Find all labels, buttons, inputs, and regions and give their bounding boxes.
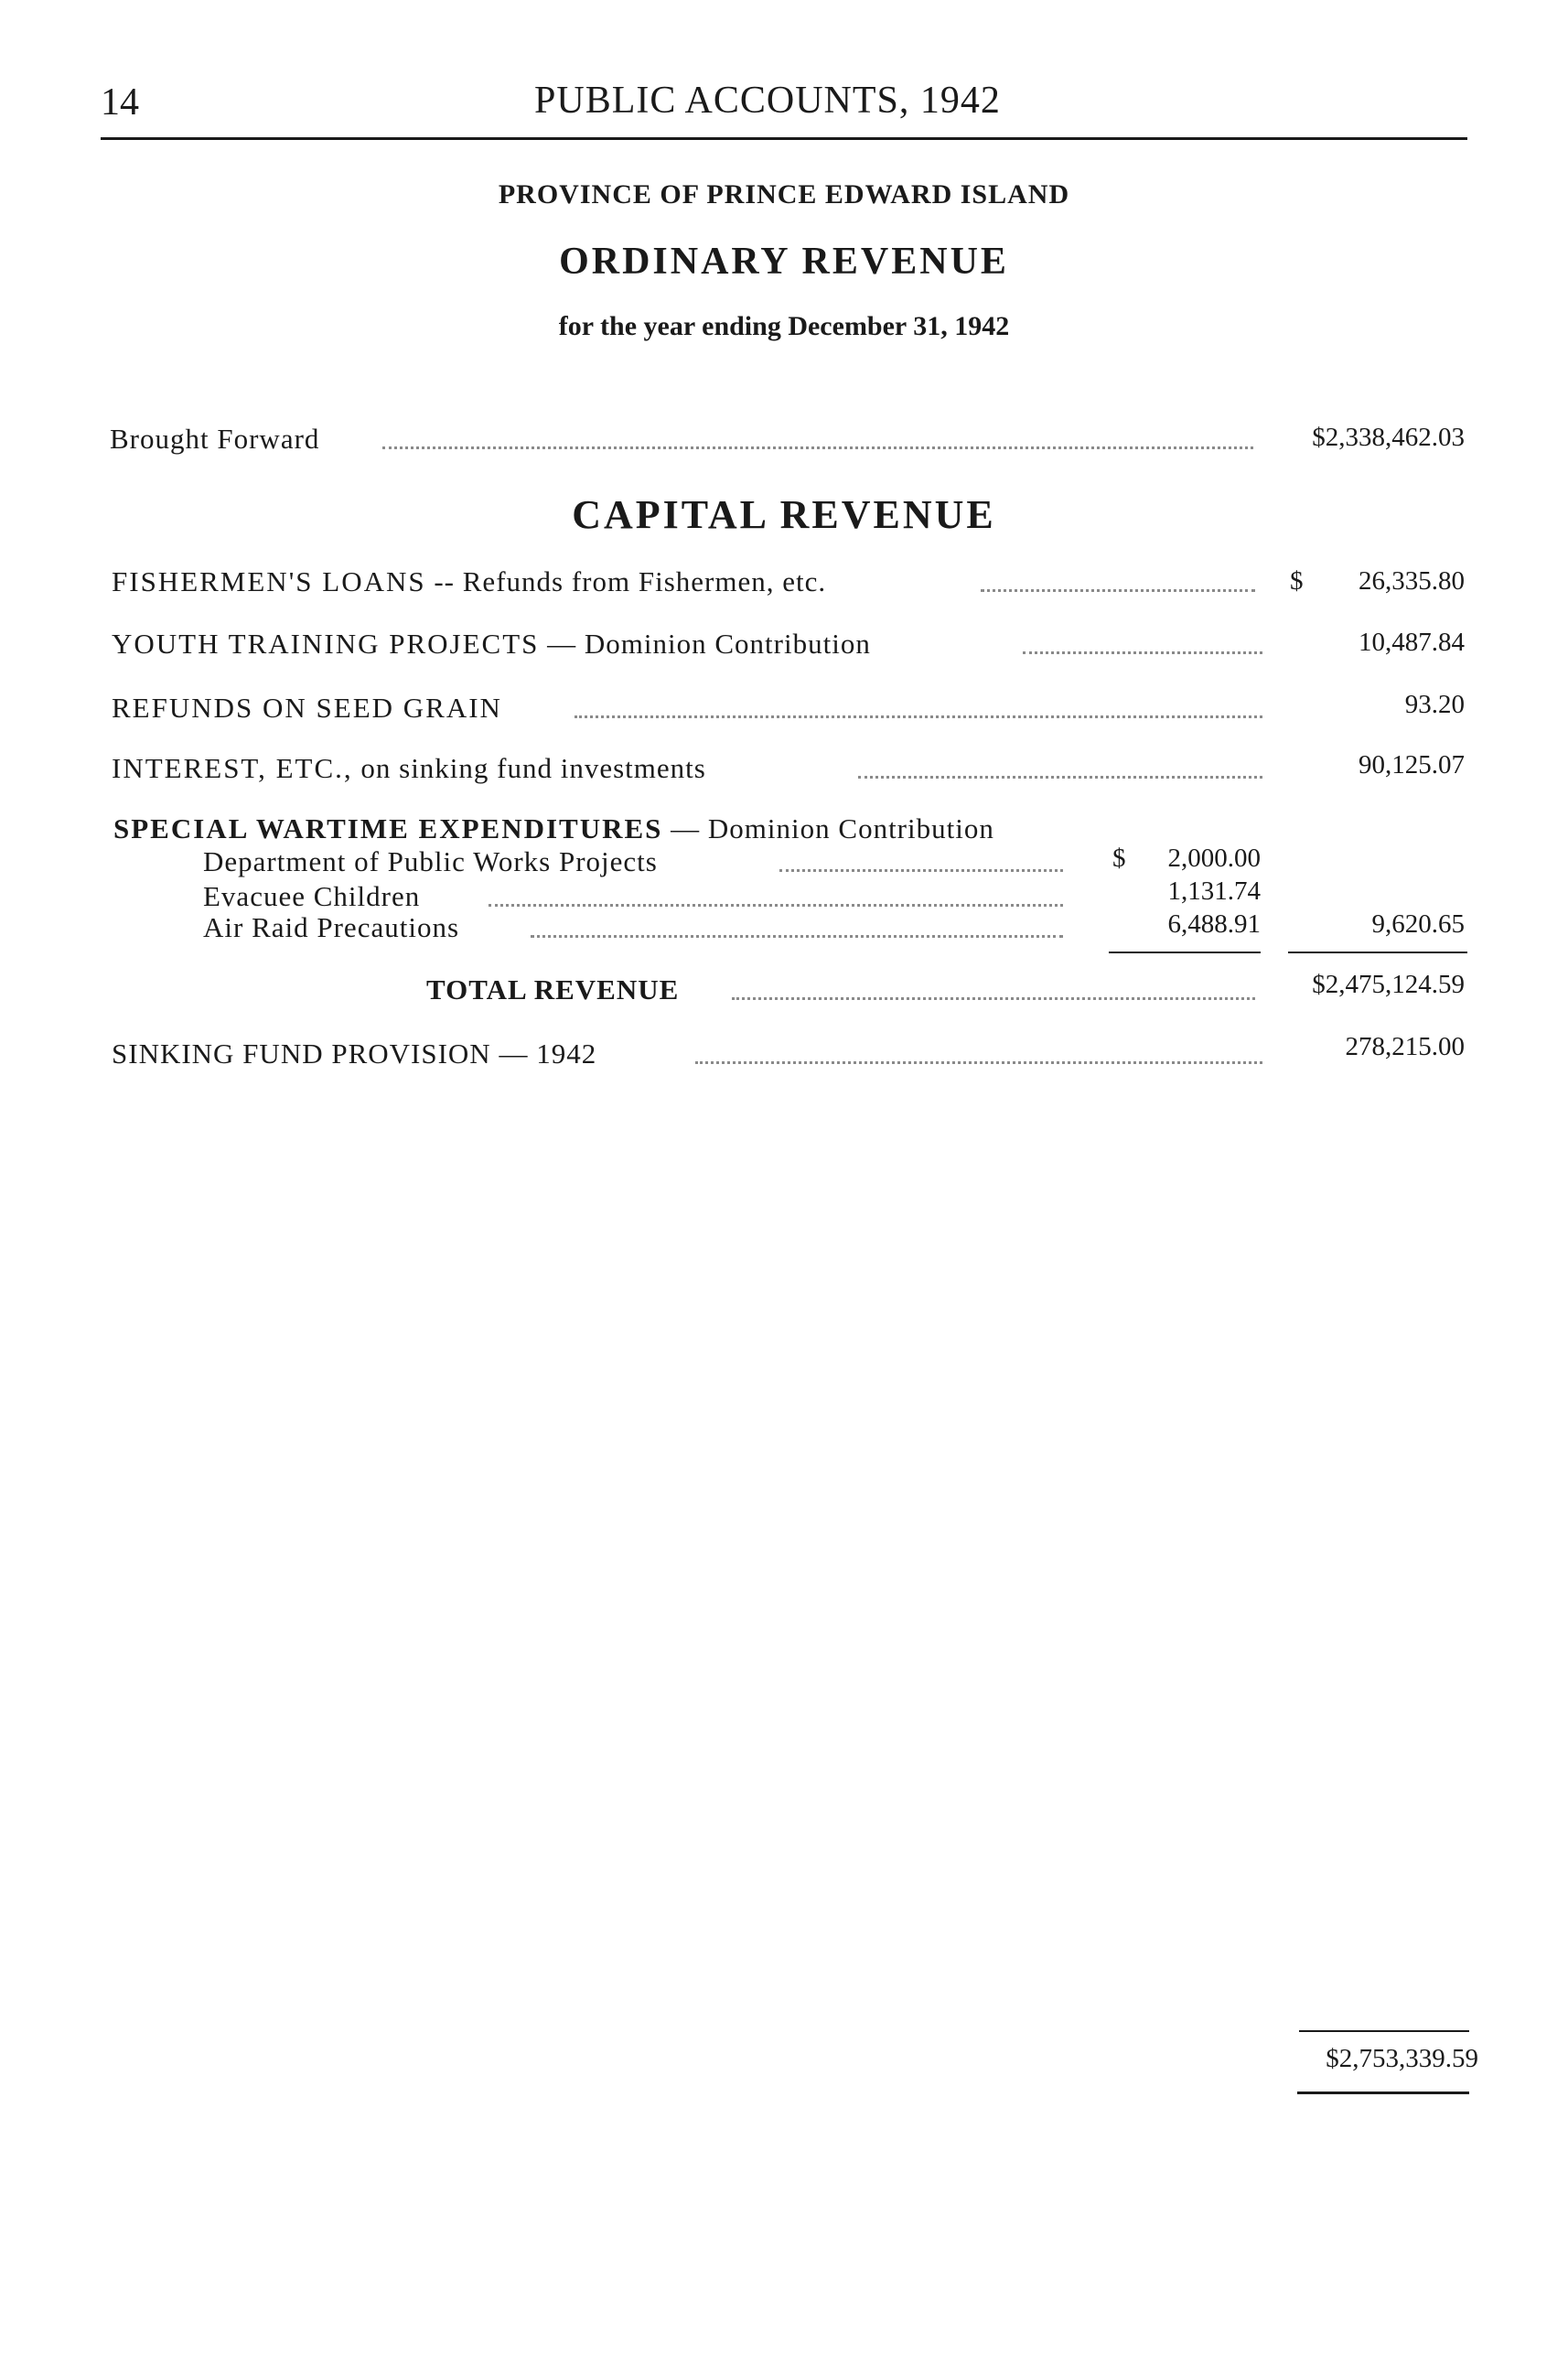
line-item-label bbox=[112, 692, 502, 725]
dot-leader bbox=[1023, 651, 1262, 654]
line-item-caps: YOUTH TRAINING PROJECTS bbox=[112, 628, 540, 660]
wartime-label bbox=[113, 812, 994, 845]
dot-leader bbox=[575, 715, 1262, 718]
subtotal-rule bbox=[1109, 952, 1261, 953]
capital-revenue-heading: CAPITAL REVENUE bbox=[572, 492, 996, 537]
sinking-fund-label: SINKING FUND PROVISION — 1942 bbox=[112, 1038, 597, 1070]
line-item-rest: on sinking fund investments bbox=[352, 752, 706, 784]
total-revenue-label: TOTAL REVENUE bbox=[426, 973, 680, 1005]
running-title: PUBLIC ACCOUNTS, 1942 bbox=[534, 80, 1001, 122]
wartime-subitem-amount: 1,131.74 bbox=[1167, 876, 1261, 906]
line-item-rest: — Dominion Contribution bbox=[539, 628, 871, 660]
line-item-caps: INTEREST, ETC., bbox=[112, 752, 353, 784]
line-item-caps: REFUNDS ON SEED GRAIN bbox=[112, 692, 502, 724]
line-item-label bbox=[112, 628, 871, 661]
line-item-amount: 93.20 bbox=[1404, 690, 1465, 719]
wartime-subitem-label: Air Raid Precautions bbox=[203, 911, 460, 943]
page-number: 14 bbox=[101, 81, 139, 124]
line-item-amount: 90,125.07 bbox=[1359, 750, 1465, 780]
dot-leader bbox=[981, 589, 1255, 592]
line-item-caps: FISHERMEN'S LOANS bbox=[112, 565, 426, 597]
line-item-label bbox=[112, 752, 706, 785]
brought-forward-amount: $2,338,462.03 bbox=[1312, 423, 1465, 452]
report-period: for the year ending December 31, 1942 bbox=[558, 311, 1010, 341]
sinking-fund-amount: 278,215.00 bbox=[1345, 1032, 1465, 1061]
wartime-subitem-amount: 6,488.91 bbox=[1167, 909, 1261, 939]
dot-leader bbox=[489, 904, 1063, 907]
total-revenue-amount: $2,475,124.59 bbox=[1312, 970, 1465, 999]
brought-forward-label: Brought Forward bbox=[110, 423, 320, 455]
grand-total-amount: $2,753,339.59 bbox=[1326, 2044, 1478, 2073]
total-rule bbox=[1288, 952, 1467, 953]
wartime-label-bold: SPECIAL WARTIME EXPENDITURES bbox=[113, 812, 663, 844]
wartime-label-rest: — Dominion Contribution bbox=[662, 812, 994, 844]
report-title: ORDINARY REVENUE bbox=[559, 241, 1009, 283]
wartime-total-amount: 9,620.65 bbox=[1371, 909, 1465, 939]
dot-leader bbox=[779, 869, 1063, 872]
grand-total-rule-bottom bbox=[1297, 2092, 1469, 2094]
wartime-subitem-label: Department of Public Works Projects bbox=[203, 845, 658, 877]
province-heading: PROVINCE OF PRINCE EDWARD ISLAND bbox=[498, 179, 1070, 210]
dot-leader bbox=[858, 776, 1262, 779]
dot-leader bbox=[695, 1061, 1262, 1064]
line-item-amount: 26,335.80 bbox=[1359, 566, 1465, 596]
wartime-subitem-amount: 2,000.00 bbox=[1167, 844, 1261, 873]
line-item-label bbox=[112, 565, 826, 598]
dot-leader bbox=[382, 446, 1253, 449]
line-item-rest: -- Refunds from Fishermen, etc. bbox=[425, 565, 827, 597]
header-rule bbox=[101, 137, 1467, 140]
currency-sign: $ bbox=[1290, 566, 1304, 596]
currency-sign: $ bbox=[1112, 844, 1126, 873]
dot-leader bbox=[531, 935, 1063, 938]
line-item-amount: 10,487.84 bbox=[1359, 628, 1465, 657]
dot-leader bbox=[732, 997, 1255, 1000]
wartime-subitem-label: Evacuee Children bbox=[203, 880, 421, 912]
grand-total-rule-top bbox=[1299, 2030, 1469, 2032]
